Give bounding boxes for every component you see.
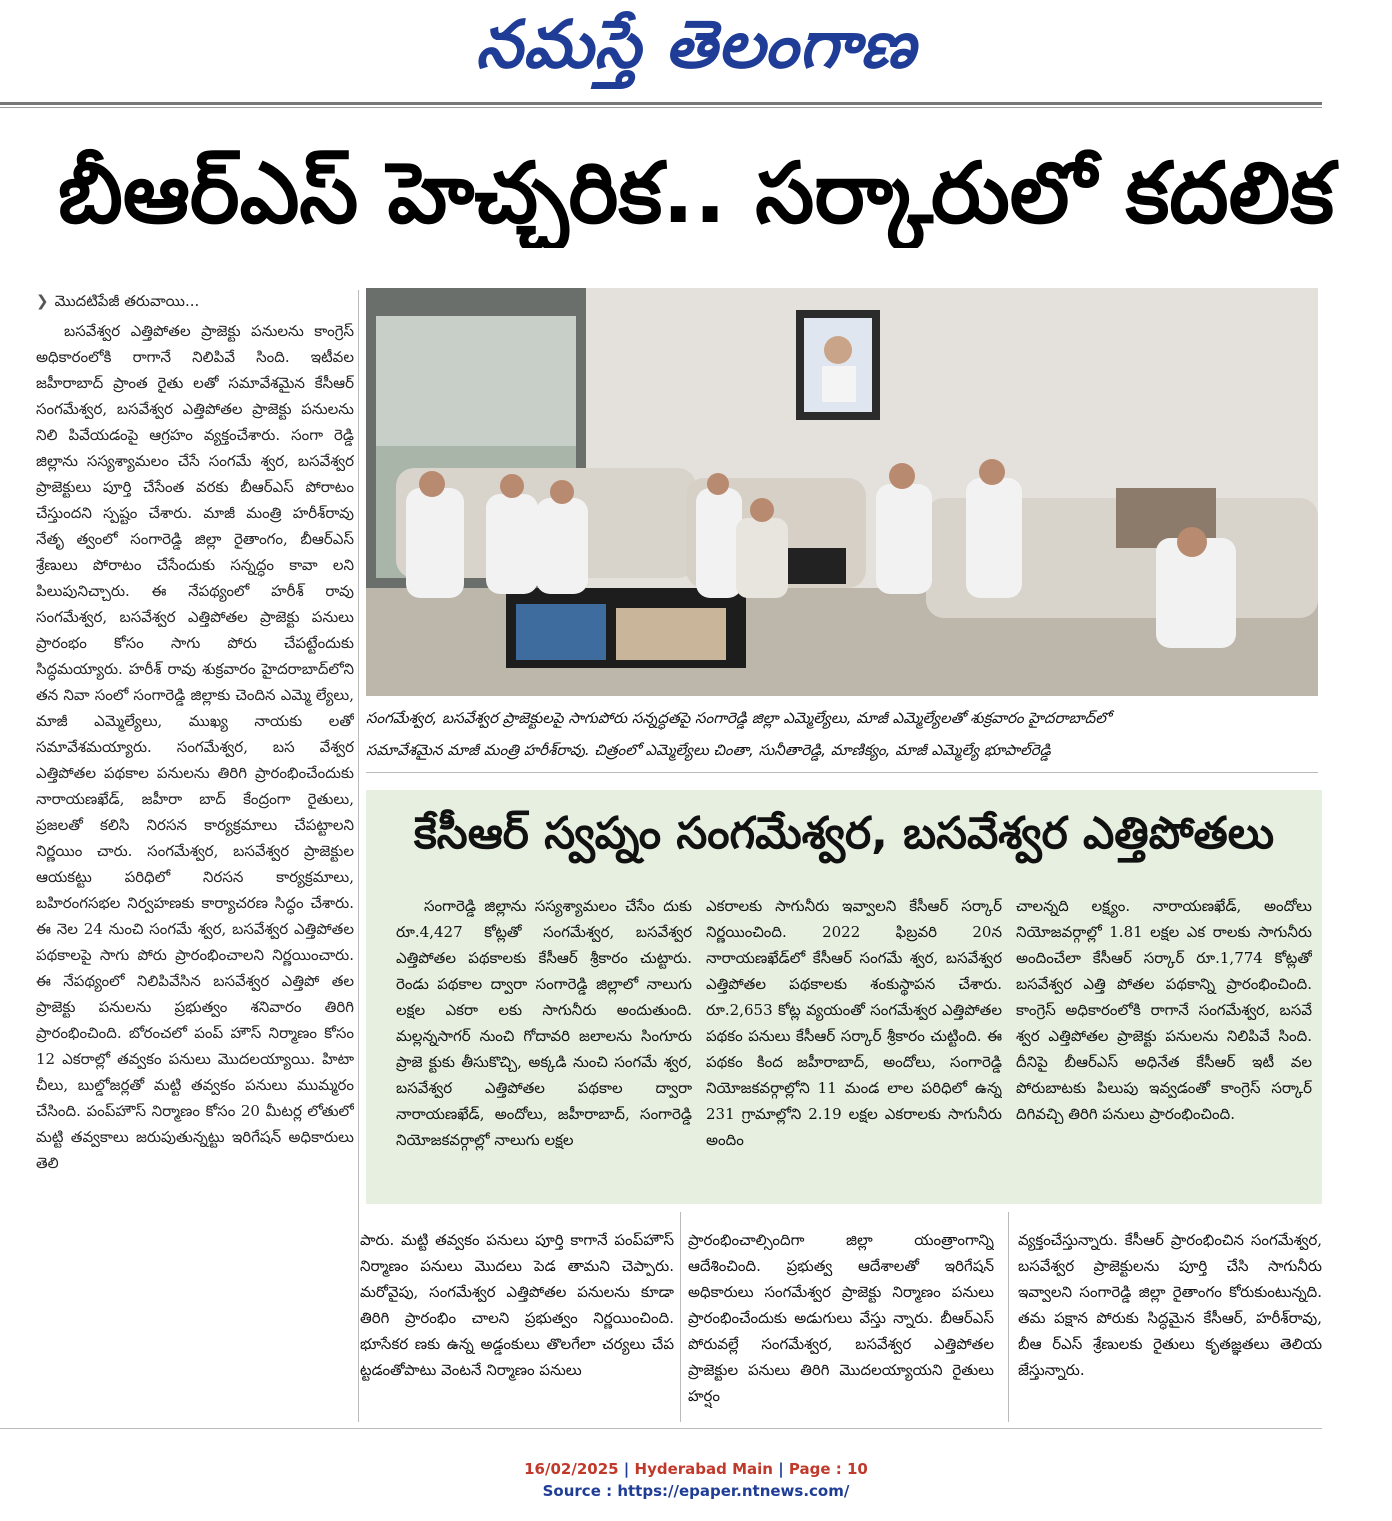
masthead-rule-thin [0,107,1322,108]
box-column-2 [706,878,1002,1198]
bottom-rule [0,1428,1322,1429]
photo-caption [366,702,1318,766]
lower-column-1 [360,1212,674,1422]
footer-source[interactable]: Source : https://epaper.ntnews.com/ [542,1482,850,1500]
caption-divider [366,772,1318,773]
highlight-box [366,790,1322,1204]
masthead [0,0,1392,100]
continued-label [36,290,354,312]
left-column-text: బసవేశ్వర ఎత్తిపోతల ప్రాజెక్టు పనులను కాంగ్రెస్ అధికారంలోకి రాగానే నిలిపివే సింది. ఇటీవల జహీరాబాద్ ప్రాంత రైతు లతో సమావేశమైన కేసీఆర్ సంగమేశ్వర, బసవేశ్వర ఎత్తిపోతల ప్రాజెక్టు పనులను నిలి పివేయడంపై ఆగ్రహం వ్యక్తంచేశారు. సంగా రెడ్డి జిల్లాను సస్యశ్యామలం చేసే సంగమే శ్వర, బసవేశ్వర ప్రాజెక్టులు పూర్తి చేసేంత వరకు బీఆర్ఎస్ పోరాటం చేస్తుందని స్పష్టం చేశారు. మాజీ మంత్రి హరీశ్‌రావు నేతృ త్వంలో సంగారెడ్డి జిల్లా రైతాంగం, బీఆర్ఎస్ శ్రేణులు పోరాటం చేసేందుకు సన్నద్ధం కావా లని పిలుపునిచ్చారు. ఈ నేపథ్యంలో హరీశ్ రావు సంగమేశ్వర, బసవేశ్వర ఎత్తిపోతల ప్రాజెక్టు పనులు ప్రారంభం కోసం సాగు పోరు చేపట్టేందుకు సిద్ధమయ్యారు. హరీశ్ రావు శుక్రవారం హైదరాబాద్‌లోని తన నివా సంలో సంగారెడ్డి జిల్లాకు చెందిన ఎమ్మె ల్యేలు, మాజీ ఎమ్మెల్యేలు, ముఖ్య నాయకు లతో సమావేశమయ్యారు. సంగమేశ్వర, బస వేశ్వర ఎత్తిపోతల పథకాల పనులను తిరిగి ప్రారంభించేందుకు నారాయణఖేడ్, జహీరా బాద్ కేంద్రంగా రైతులు, ప్రజలతో కలిసి నిరసన కార్యక్రమాలు చేపట్టాలని నిర్ణయిం చారు. సంగమేశ్వర, బసవేశ్వర ప్రాజెక్టుల ఆయకట్టు పరిధిలో నిరసన కార్యక్రమాలు, బహిరంగసభల నిర్వహణకు కార్యాచరణ సిద్ధం చేశారు. ఈ నెల 24 నుంచి సంగమే శ్వర, బసవేశ్వర ఎత్తిపోతల పథకాలపై సాగు పోరు ప్రారంభించాలని నిర్ణయించారు. ఈ నేపథ్యంలో నిలిపివేసిన బసవేశ్వర ఎత్తిపో తల ప్రాజెక్టు పనులను ప్రభుత్వం శనివారం తిరిగి ప్రారంభించింది. బోరంచలో పంప్ హౌస్ నిర్మాణం కోసం 12 ఎకరాల్లో తవ్వకం పనులు మొదలయ్యాయి. హిటా చీలు, బుల్డోజర్లతో మట్టి తవ్వకం పనులు ముమ్మరం చేసింది. పంప్‌హౌస్ నిర్మాణం కోసం 20 మీటర్ల లోతులో మట్టి తవ్వకాలు జరుపుతున్నట్టు ఇరిగేషన్ అధికారులు తెలి [36,322,354,1172]
headline: బీఆర్ఎస్ హెచ్చరిక.. సర్కారులో కదలిక [57,144,1335,242]
footer-separator: | [778,1460,784,1478]
box-column-3-text: చాలన్నది లక్ష్యం. నారాయణఖేడ్, అందోలు నియోజవర్గాల్లో 1.81 లక్షల ఎక రాలకు సాగునీరు అందించేలా కేసీఆర్ సర్కార్ రూ.1,774 కోట్లతో బసవేశ్వర ఎత్తి పోతల పథకాన్ని ప్రారంభించింది. కాంగ్రెస్ అధికారంలోకి రాగానే సంగమేశ్వర, బసవే శ్వర ఎత్తిపోతల ప్రాజెక్టు పనులను నిలిపివే సింది. దీనిపై బీఆర్ఎస్ అధినేత కేసీఆర్ ఇటీ వల పోరుబాటకు పిలుపు ఇవ్వడంతో కాంగ్రెస్ సర్కార్ దిగివచ్చి తిరిగి పనులు ప్రారంభించింది. [1016,897,1312,1123]
photo-caption-line1: సంగమేశ్వర, బసవేశ్వర ప్రాజెక్టులపై సాగుపోరు సన్నద్ధతపై సంగారెడ్డి జిల్లా ఎమ్మెల్యేలు, మాజీ ఎమ్మెల్యేలతో శుక్రవారం హైదరాబాద్‌లో [366,709,1111,727]
lower-column-2-text: ప్రారంభించాల్సిందిగా జిల్లా యంత్రాంగాన్ని ఆదేశించింది. ప్రభుత్వ ఆదేశాలతో ఇరిగేషన్ అధికారులు సంగమేశ్వర ప్రాజెక్టు నిర్మాణం పనులు ప్రారంభించేందుకు అడుగులు వేస్తు న్నారు. బీఆర్ఎస్ పోరువల్లే సంగమేశ్వర, బసవేశ్వర ఎత్తిపోతల ప్రాజెక్టుల పనులు తిరిగి మొదలయ్యాయని రైతులు హర్షం [688,1231,994,1405]
news-photo [366,288,1318,696]
lower-column-3 [1018,1212,1322,1422]
footer-edition: Hyderabad Main [634,1460,773,1478]
chevron-right-icon: ❯ [36,292,49,310]
footer-date: 16/02/2025 [524,1460,619,1478]
continued-text: మొదటిపేజీ తరువాయి... [54,292,200,310]
lower-column-2 [688,1212,994,1422]
column-divider [1008,1212,1009,1422]
box-column-1 [396,878,692,1198]
box-column-3 [1016,878,1312,1198]
box-column-2-text: ఎకరాలకు సాగునీరు ఇవ్వాలని కేసీఆర్ సర్కార్ నిర్ణయించింది. 2022 ఫిబ్రవరి 20న నారాయణఖేడ్‌లో కేసీఆర్ సంగమే శ్వర, బసవేశ్వర ఎత్తిపోతల పథకాలకు శంకుస్థాపన చేశారు. రూ.2,653 కోట్ల వ్యయంతో సంగమేశ్వర ఎత్తిపోతల పథకం పనులు కేసీఆర్ సర్కార్ శ్రీకారం చుట్టింది. ఈ పథకం కింద జహీరాబాద్, అందోలు, సంగారెడ్డి నియోజకవర్గాల్లోని 11 మండ లాల పరిధిలో ఉన్న 231 గ్రామాల్లోని 2.19 లక్షల ఎకరాలకు సాగునీరు అందిం [706,897,1002,1149]
footer-page: Page : 10 [788,1460,868,1478]
column-divider [680,1212,681,1422]
box-column-1-text: సంగారెడ్డి జిల్లాను సస్యశ్యామలం చేసేం దుకు రూ.4,427 కోట్లతో సంగమేశ్వర, బసవేశ్వర ఎత్తిపోతల పథకాలకు కేసీఆర్ శ్రీకారం చుట్టారు. రెండు పథకాల ద్వారా సంగారెడ్డి జిల్లాలో నాలుగు లక్షల ఎకరా లకు సాగునీరు అందుతుంది. మల్లన్నసాగర్ నుంచి గోదావరి జలాలను సింగూరు ప్రాజె క్టుకు తీసుకొచ్చి, అక్కడి నుంచి సంగమే శ్వర, బసవేశ్వర ఎత్తిపోతల పథకాల ద్వారా నారాయణఖేడ్, అందోలు, జహీరాబాద్, సంగారెడ్డి నియోజకవర్గాల్లో నాలుగు లక్షల [396,897,692,1149]
masthead-rule [0,102,1322,105]
footer-separator: | [623,1460,630,1478]
photo-caption-line2: సమావేశమైన మాజీ మంత్రి హరీశ్‌రావు. చిత్రంలో ఎమ్మెల్యేలు చింతా, సునీతారెడ్డి, మాణిక్యం, మాజీ ఎమ్మెల్యే భూపాల్‌రెడ్డి [366,741,1051,759]
box-title: కేసీఆర్ స్వప్నం సంగమేశ్వర, బసవేశ్వర ఎత్తిపోతలు [413,808,1275,859]
masthead-title: నమస్తే తెలంగాణ [475,5,917,83]
footer-edition-line [0,1460,1392,1478]
lower-column-1-text: పారు. మట్టి తవ్వకం పనులు పూర్తి కాగానే పంప్‌హౌస్ నిర్మాణం పనులు మొదలు పెడ తామని చెప్పారు. మరోవైపు, సంగమేశ్వర ఎత్తిపోతల పనులను కూడా తిరిగి ప్రారంభిం చాలని ప్రభుత్వం నిర్ణయించింది. భూసేకర ణకు ఉన్న అడ్డంకులు తొలగేలా చర్యలు చేప ట్టడంతోపాటు వెంటనే నిర్మాణం పనులు [360,1231,674,1379]
column-divider [358,290,359,1422]
left-column [36,290,354,1422]
lower-column-3-text: వ్యక్తంచేస్తున్నారు. కేసీఆర్ ప్రారంభించిన సంగమేశ్వర, బసవేశ్వర ప్రాజెక్టులను పూర్తి చేసి సాగునీరు ఇవ్వాలని సంగారెడ్డి జిల్లా రైతాంగం కోరుకుంటున్నది. తమ పక్షాన పోరుకు సిద్ధమైన కేసీఆర్, హరీశ్‌రావు, బీఆ ర్ఎస్ శ్రేణులకు రైతులు కృతజ్ఞతలు తెలియ జేస్తున్నారు. [1018,1231,1322,1379]
